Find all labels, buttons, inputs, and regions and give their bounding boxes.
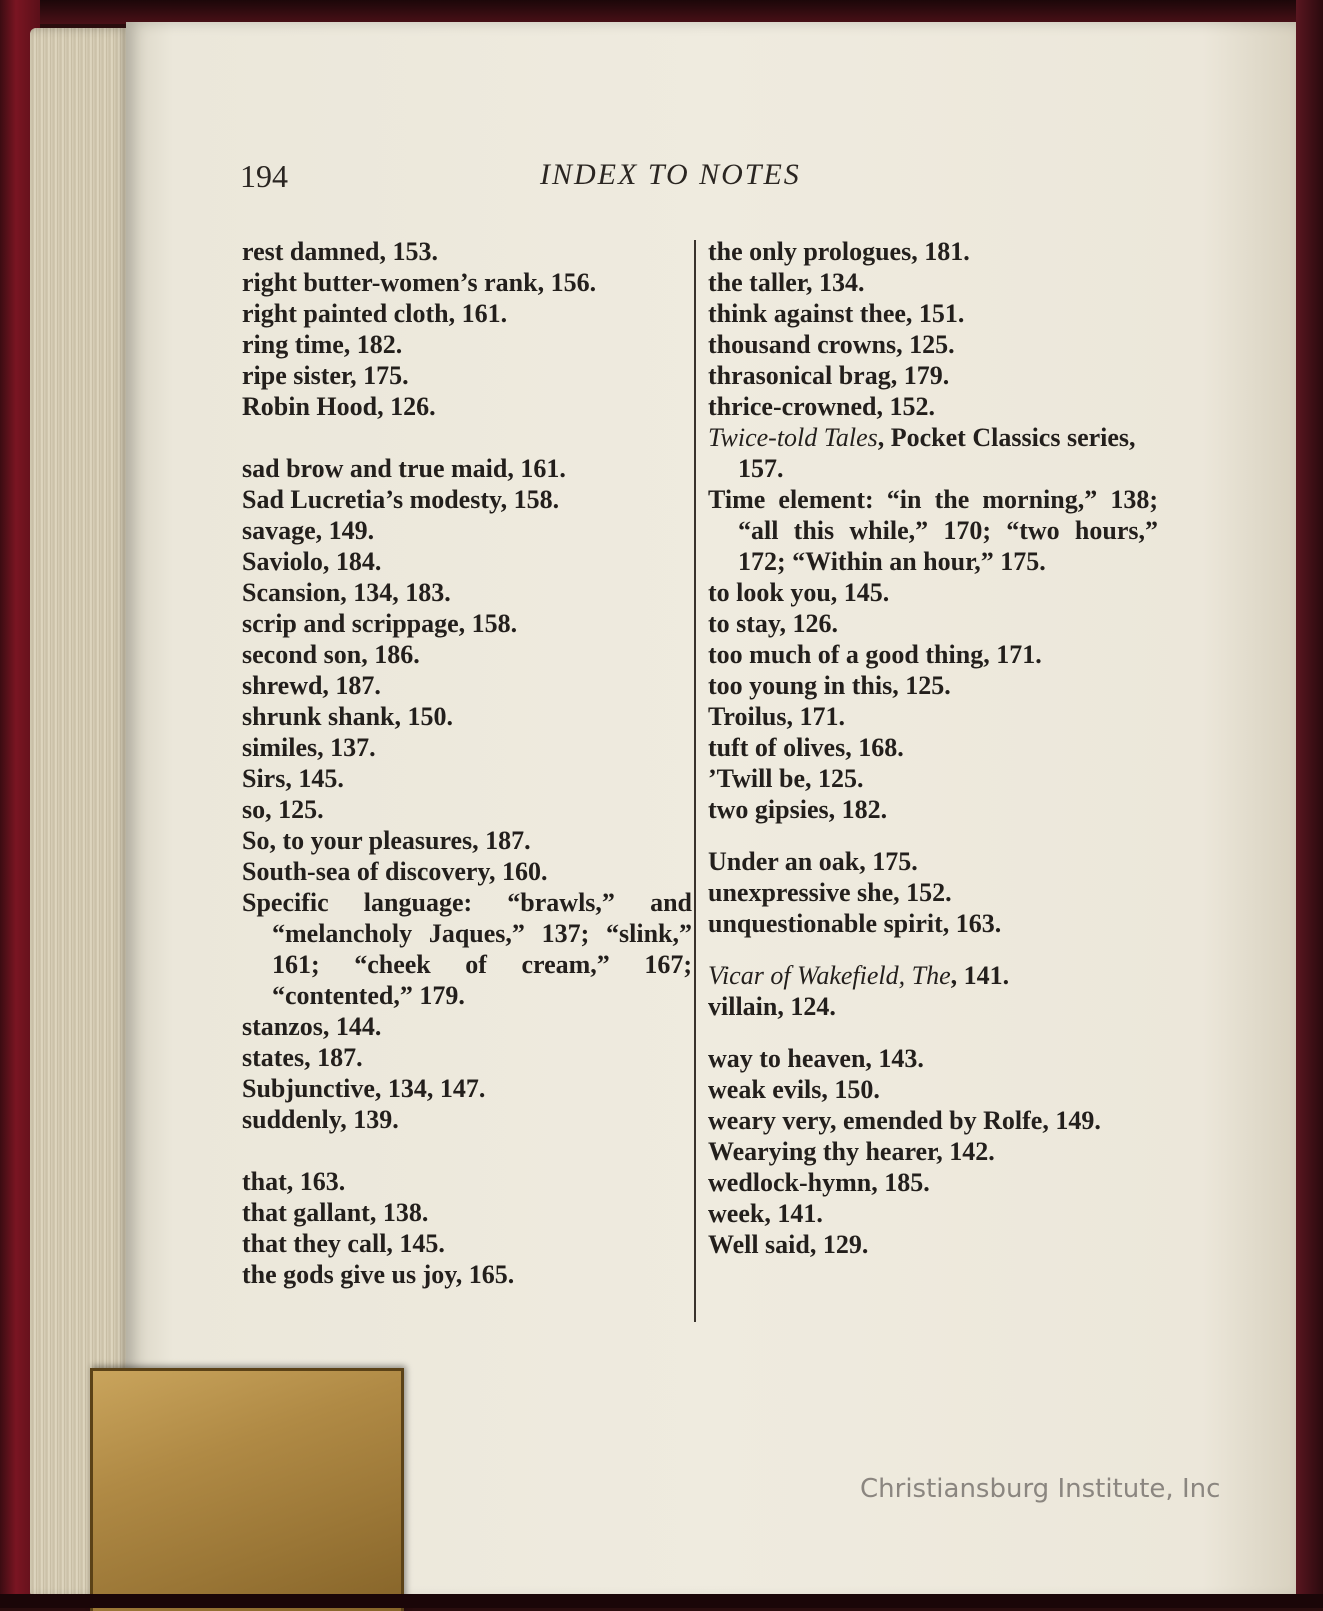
index-entry: Subjunctive, 134, 147.	[242, 1074, 486, 1103]
index-entry: thrice-crowned, 152.	[708, 392, 935, 421]
book-cover-bottom	[0, 1594, 1323, 1608]
index-entry: similes, 137.	[242, 733, 376, 762]
section-gap	[708, 1022, 1158, 1043]
watermark: Christiansburg Institute, Inc	[860, 1474, 1221, 1504]
section-gap	[242, 422, 692, 453]
section-gap	[708, 825, 1158, 846]
section-gap	[708, 939, 1158, 960]
index-entry: thrasonical brag, 179.	[708, 361, 950, 390]
page-edges	[30, 28, 130, 1598]
index-entry-text: , 141.	[950, 961, 1010, 990]
index-entry: shrunk shank, 150.	[242, 702, 453, 731]
book-cover-top	[0, 0, 1323, 24]
index-entry: thousand crowns, 125.	[708, 330, 955, 359]
index-entry: suddenly, 139.	[242, 1105, 399, 1134]
running-head: INDEX TO NOTES	[540, 158, 801, 191]
index-entry: Sirs, 145.	[242, 764, 344, 793]
index-entry: weak evils, 150.	[708, 1075, 880, 1104]
index-entry: that, 163.	[242, 1167, 346, 1196]
index-entry: ripe sister, 175.	[242, 361, 409, 390]
index-entry: villain, 124.	[708, 992, 836, 1021]
index-entry: think against thee, 151.	[708, 299, 965, 328]
book-title: Twice-told Tales	[708, 423, 878, 452]
index-entry: Well said, 129.	[708, 1230, 869, 1259]
index-entry: the taller, 134.	[708, 268, 865, 297]
index-entry: Wearying thy hearer, 142.	[708, 1137, 995, 1166]
index-entry: Robin Hood, 126.	[242, 392, 436, 421]
index-entry: too much of a good thing, 171.	[708, 640, 1042, 669]
index-entry: two gipsies, 182.	[708, 795, 888, 824]
index-entry: week, 141.	[708, 1199, 823, 1228]
index-entry: Saviolo, 184.	[242, 547, 382, 576]
index-entry: to look you, 145.	[708, 578, 890, 607]
index-entry: to stay, 126.	[708, 609, 838, 638]
index-entry: Troilus, 171.	[708, 702, 846, 731]
index-entry: unquestionable spirit, 163.	[708, 909, 1002, 938]
index-entry: the only prologues, 181.	[708, 237, 970, 266]
index-entry: that they call, 145.	[242, 1229, 445, 1258]
index-entry: ring time, 182.	[242, 330, 403, 359]
index-entry: way to heaven, 143.	[708, 1044, 924, 1073]
index-entry: wedlock-hymn, 185.	[708, 1168, 930, 1197]
index-entry: So, to your pleasures, 187.	[242, 826, 531, 855]
index-entry: scrip and scrippage, 158.	[242, 609, 518, 638]
index-entry: Sad Lucretia’s modesty, 158.	[242, 485, 560, 514]
index-entry: the gods give us joy, 165.	[242, 1260, 515, 1289]
index-entry: stanzos, 144.	[242, 1012, 382, 1041]
index-entry: Scansion, 134, 183.	[242, 578, 451, 607]
index-entry: rest damned, 153.	[242, 237, 438, 266]
index-entry	[708, 422, 1158, 484]
index-entry: ’Twill be, 125.	[708, 764, 864, 793]
page-number: 194	[240, 158, 288, 194]
column-divider	[694, 240, 696, 1322]
index-entry: right painted cloth, 161.	[242, 299, 508, 328]
index-entry: states, 187.	[242, 1043, 363, 1072]
index-column-left	[242, 236, 692, 1290]
index-entry: that gallant, 138.	[242, 1198, 429, 1227]
index-entry: so, 125.	[242, 795, 324, 824]
index-entry: Under an oak, 175.	[708, 847, 918, 876]
index-entry: second son, 186.	[242, 640, 420, 669]
index-entry: sad brow and true maid, 161.	[242, 454, 566, 483]
book-cover-right	[1296, 0, 1323, 1608]
index-entry-text: , Pocket Classics series, 157.	[738, 423, 1136, 483]
book-title: Vicar of Wakefield, The	[708, 961, 951, 990]
index-entry: savage, 149.	[242, 516, 375, 545]
section-gap	[242, 1135, 692, 1166]
index-entry: unexpressive she, 152.	[708, 878, 952, 907]
index-entry: South-sea of discovery, 160.	[242, 857, 548, 886]
index-entry: too young in this, 125.	[708, 671, 951, 700]
index-column-right	[708, 236, 1158, 1260]
index-entry: right butter-women’s rank, 156.	[242, 268, 597, 297]
index-entry: tuft of olives, 168.	[708, 733, 904, 762]
index-entry	[708, 960, 1158, 991]
brass-clasp	[90, 1368, 404, 1611]
index-entry: Specific language: “brawls,” and “melancholy Jaques,” 137; “slink,” 161; “cheek of cream,” 167; “contented,” 179.	[242, 888, 692, 1010]
index-entry: shrewd, 187.	[242, 671, 381, 700]
index-entry: weary very, emended by Rolfe, 149.	[708, 1106, 1101, 1135]
index-entry: Time element: “in the morning,” 138; “all this while,” 170; “two hours,” 172; “Within an hour,” 175.	[708, 485, 1158, 576]
